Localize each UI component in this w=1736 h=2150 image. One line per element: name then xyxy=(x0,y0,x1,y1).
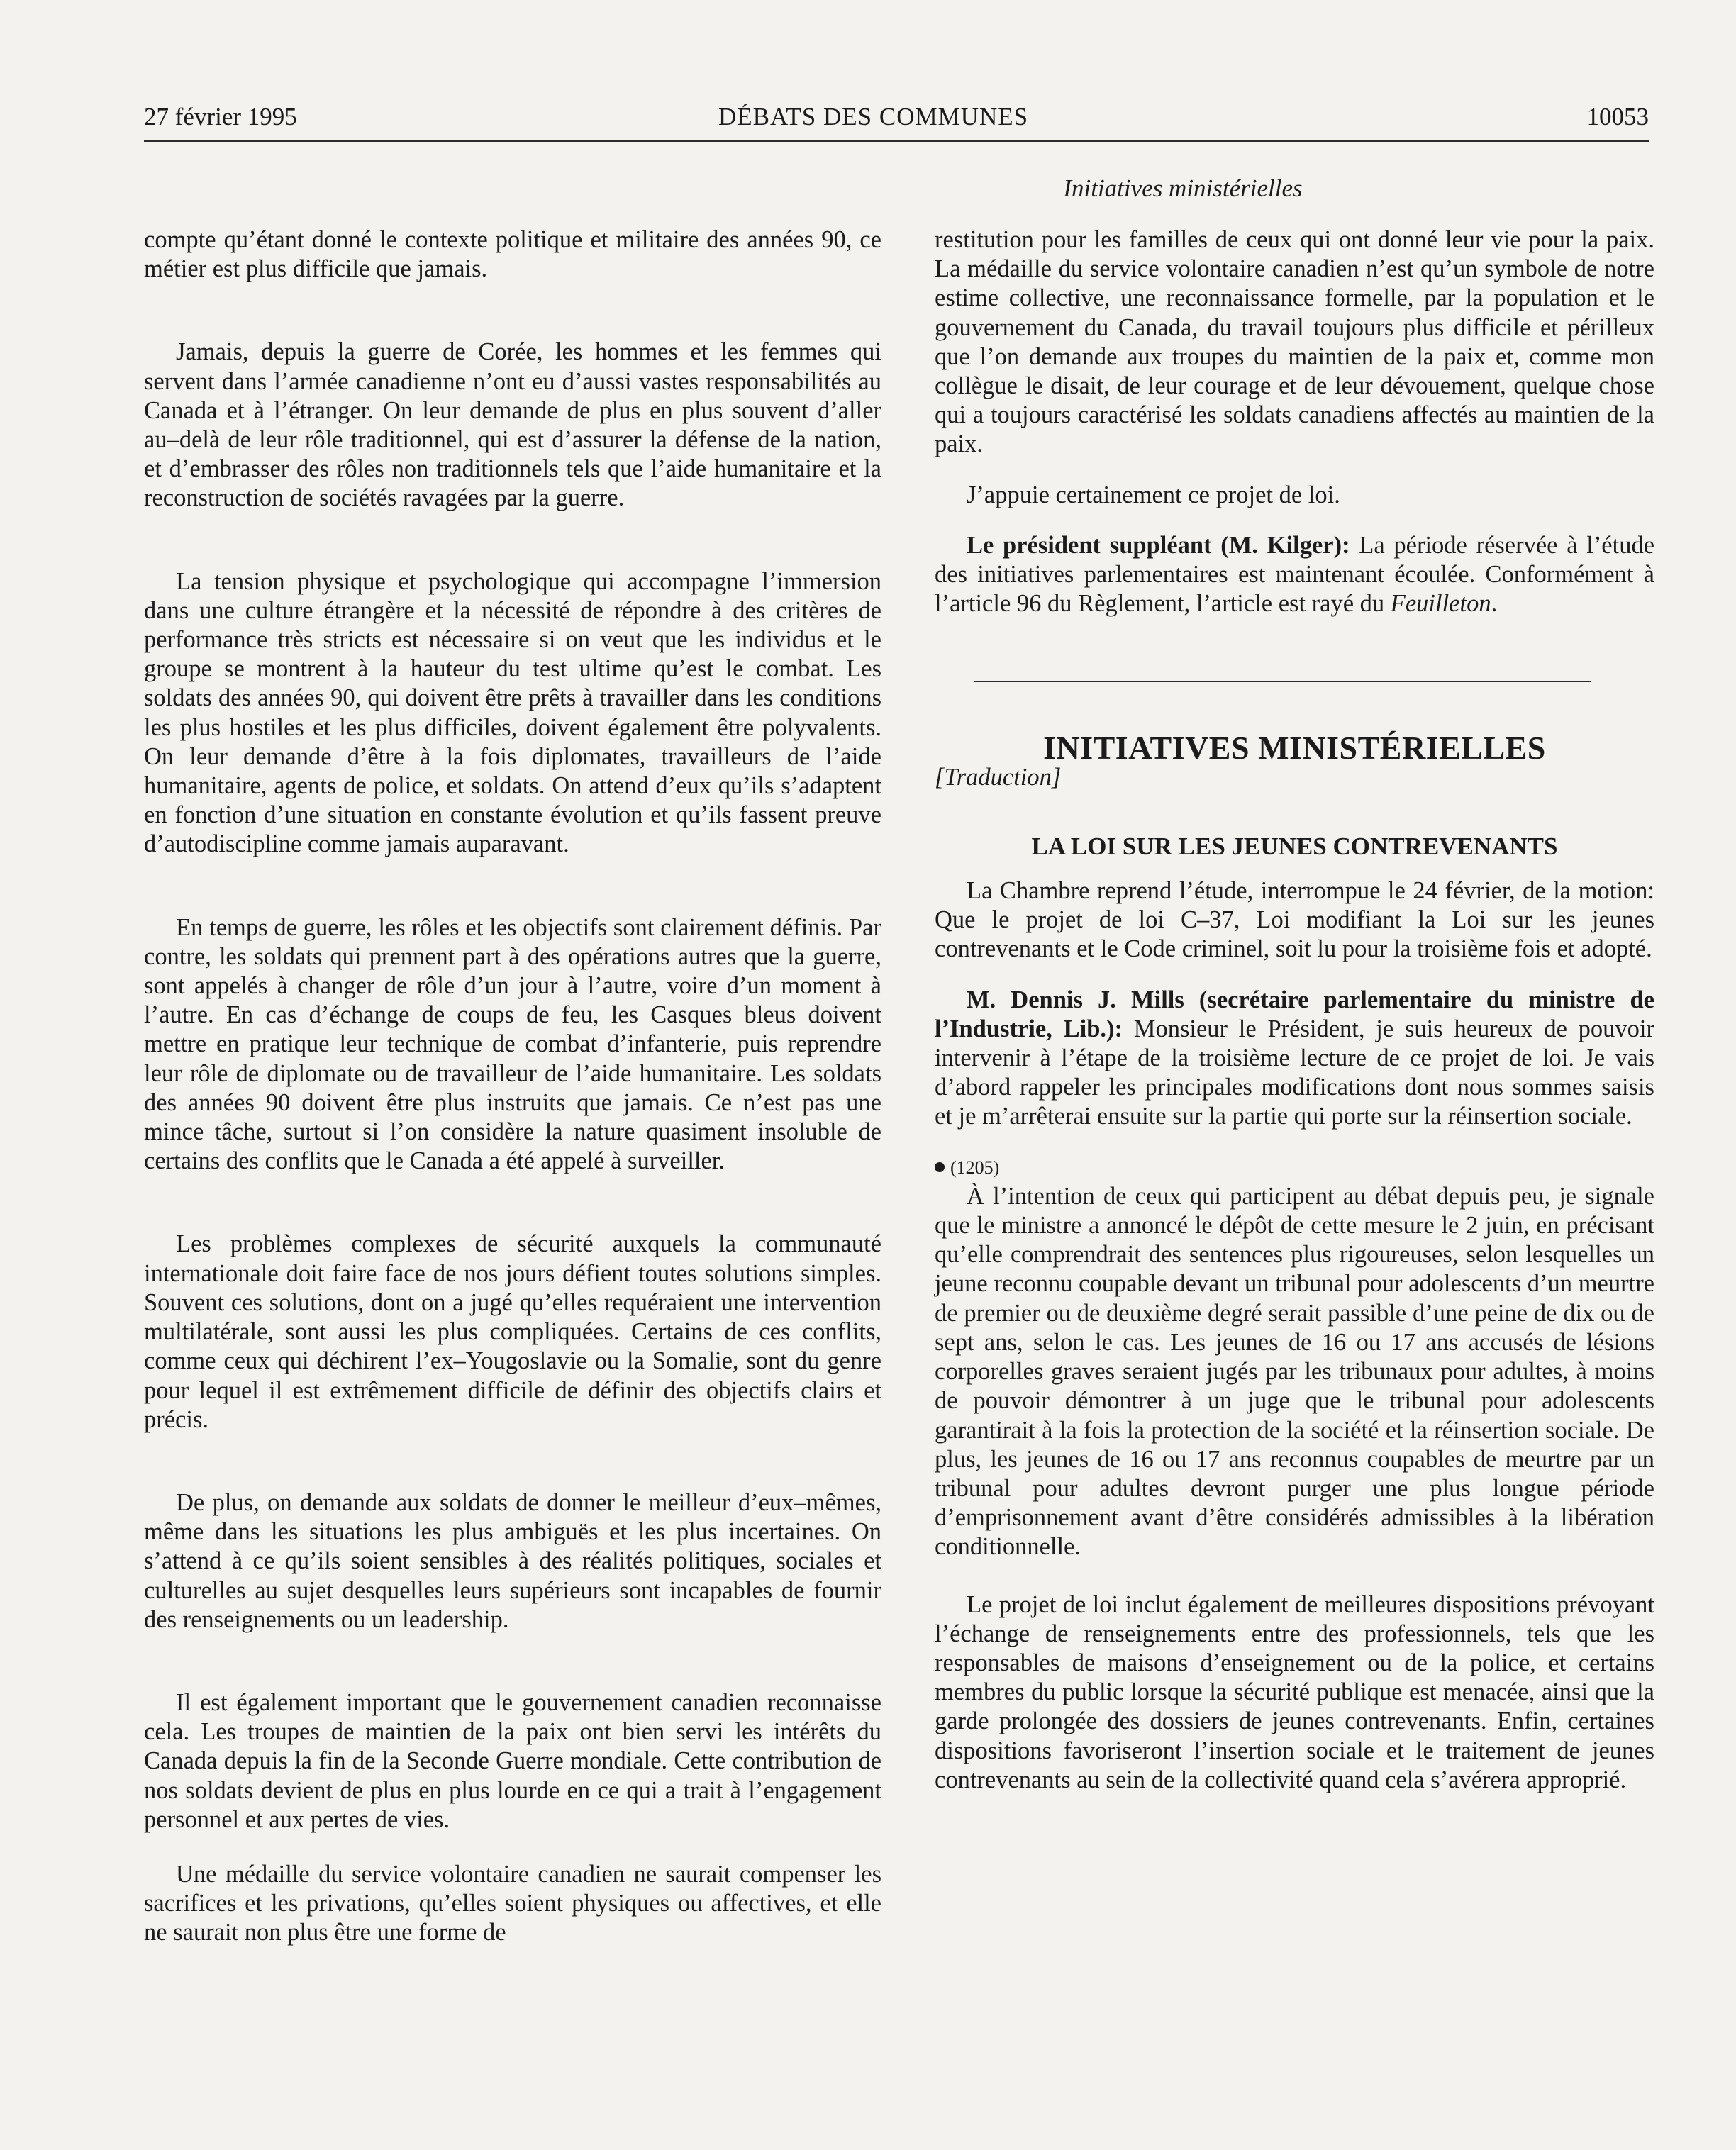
paragraph: restitution pour les familles de ceux qui ont donné leur vie pour la paix. La médaille du service volontaire canadien n’est qu’un symbole de notre estime collective, une reconnaissance formelle, par la population et le gouvernement du Canada, du travail toujours plus difficile et périlleux que l’on demande aux troupes du maintien de la paix et, comme mon collègue le disait, de leur courage et de leur dévouement, quelque chose qui a toujours caractérisé les soldats canadiens affectés au maintien de la paix. xyxy=(935,226,1654,458)
bullet-icon xyxy=(935,1162,945,1172)
speech-italic: Feuilleton xyxy=(1390,590,1491,618)
speaker-paragraph xyxy=(935,986,1654,1132)
speaker-paragraph xyxy=(935,531,1654,619)
speaker-name: Le président suppléant (M. Kilger): xyxy=(967,531,1350,559)
header-page-number: 10053 xyxy=(1586,103,1649,130)
section-divider xyxy=(974,681,1591,682)
paragraph: Une médaille du service volontaire canadien ne saurait compenser les sacrifices et les privations, qu’elles soient physiques ou affectives, et elle ne saurait non plus être une forme de xyxy=(144,1860,881,1946)
running-head: Initiatives ministérielles xyxy=(1063,174,1303,202)
right-column xyxy=(935,225,1654,1823)
paragraph: J’appuie certainement ce projet de loi. xyxy=(967,481,1340,508)
paragraph: Jamais, depuis la guerre de Corée, les hommes et les femmes qui servent dans l’armée canadienne n’ont eu d’aussi vastes responsabilités au Canada et à l’étranger. On leur demande de plus en plus souvent d’aller au–delà de leur rôle traditionnel, qui est d’assurer la défense de la nation, et d’embrasser des rôles non traditionnels tels que l’aide humanitaire et la reconstruction de sociétés ravagées par la guerre. xyxy=(144,338,881,512)
paragraph: Les problèmes complexes de sécurité auxquels la communauté internationale doit faire face de nos jours défient toutes solutions simples. Souvent ces solutions, dont on a jugé qu’elles requéraient une intervention multilatérale, sont aussi les plus compliquées. Certains de ces conflits, comme ceux qui déchirent l’ex–Yougoslavie ou la Somalie, sont du genre pour lequel il est extrêmement difficile de définir des objectifs clairs et précis. xyxy=(144,1230,881,1433)
paragraph: À l’intention de ceux qui participent au débat depuis peu, je signale que le ministre a annoncé le dépôt de cette mesure le 2 juin, en précisant qu’elle comprendrait des sentences plus rigoureuses, selon lesquelles un jeune reconnu coupable devant un tribunal pour adolescents d’un meurtre de premier ou de deuxième degré serait passible d’une peine de dix ou de sept ans, selon le cas. Les jeunes de 16 ou 17 ans accusés de lésions corporelles graves seraient jugés par les tribunaux pour adultes, à moins de pouvoir démontrer à un juge que le tribunal pour adolescents garantirait à la fois la protection de la société et la réinsertion sociale. De plus, les jeunes de 16 ou 17 ans reconnus coupables de meurtre par un tribunal pour adultes devront purger une plus longue période d’emprisonnement avant d’être considérés admissibles à la libération conditionnelle. xyxy=(935,1182,1654,1561)
paragraph: Le projet de loi inclut également de meilleures dispositions prévoyant l’échange de renseignements entre des professionnels, tels que les responsables de maisons d’enseignement ou de la police, et certains membres du public lorsque la sécurité publique est menacée, ainsi que la garde prolongée des dossiers de jeunes contrevenants. Enfin, certaines dispositions favoriseront l’insertion sociale et le traitement de jeunes contrevenants au sein de la collectivité quand cela s’avérera approprié. xyxy=(935,1591,1654,1793)
paragraph: Il est également important que le gouvernement canadien reconnaisse cela. Les troupes de maintien de la paix ont bien servi les intérêts du Canada depuis la fin de la Seconde Guerre mondiale. Cette contribution de nos soldats devient de plus en plus lourde en ce qui a trait à l’engagement personnel et aux pertes de vies. xyxy=(144,1688,881,1833)
section-title: INITIATIVES MINISTÉRIELLES xyxy=(1043,730,1546,767)
paragraph: La tension physique et psychologique qui accompagne l’immersion dans une culture étrangère et la nécessité de répondre à des critères de performance très stricts est nécessaire si on veut que les individus et le groupe se montrent à la hauteur du test ultime qu’est le combat. Les soldats des années 90, qui doivent être prêts à travailler dans les conditions les plus hostiles et les plus difficiles, doivent également être polyvalents. On leur demande d’être à la fois diplomates, travailleurs de l’aide humanitaire, agents de police, et soldats. On attend d’eux qu’ils s’adaptent en fonction d’une situation en constante évolution et qu’ils fassent preuve d’autodiscipline comme jamais auparavant. xyxy=(144,567,881,858)
header-title: DÉBATS DES COMMUNES xyxy=(718,103,1029,130)
page-header xyxy=(144,103,1649,140)
left-column xyxy=(144,225,881,2002)
speech-text: La période réservée à l’étude des initiatives parlementaires est maintenant écoulée. Conformément à l’article 96 du Règlement, l’article est rayé du xyxy=(935,531,1655,618)
translation-note: [Traduction] xyxy=(935,763,1062,791)
paragraph: De plus, on demande aux soldats de donner le meilleur d’eux–mêmes, même dans les situations les plus ambiguës et les plus incertaines. On s’attend à ce qu’ils soient sensibles à des réalités politiques, sociales et culturelles au sujet desquelles leurs supérieurs sont incapables de fournir des renseignements ou un leadership. xyxy=(144,1488,881,1633)
timestamp: (1205) xyxy=(935,1153,1654,1182)
header-rule xyxy=(144,140,1649,142)
header-date: 27 février 1995 xyxy=(144,103,297,130)
speech-end: . xyxy=(1491,590,1498,618)
paragraph: En temps de guerre, les rôles et les objectifs sont clairement définis. Par contre, les soldats qui prennent part à des opérations autres que la guerre, sont appelés à changer de rôle d’un jour à l’autre, voire d’un moment à l’autre. En cas d’échange de coups de feu, les Casques bleus doivent mettre en pratique leur technique de combat d’infanterie, puis reprendre leur rôle de diplomate ou de travailleur de l’aide humanitaire. Les soldats des années 90 doivent être plus instruits que jamais. Ce n’est pas une mince tâche, surtout si l’on considère la nature quasiment insoluble de certains des conflits que le Canada a été appelé à surveiller. xyxy=(144,913,881,1175)
speaker-name: M. Dennis J. Mills (secrétaire parlementaire du ministre de l’Industrie, Lib.): xyxy=(935,986,1654,1042)
speech-text: Monsieur le Président, je suis heureux de pouvoir intervenir à l’étape de la troisième lecture de ce projet de loi. Je vais d’abord rappeler les principales modifications dont nous sommes saisis et je m’arrêterai ensuite sur la partie qui porte sur la réinsertion sociale. xyxy=(935,1015,1655,1130)
paragraph: compte qu’étant donné le contexte politique et militaire des années 90, ce métier est plus difficile que jamais. xyxy=(144,226,881,283)
bill-heading: LA LOI SUR LES JEUNES CONTREVENANTS xyxy=(1031,832,1558,860)
paragraph: La Chambre reprend l’étude, interrompue le 24 février, de la motion: Que le projet de loi C–37, Loi modifiant la Loi sur les jeunes contrevenants et le Code criminel, soit lu pour la troisième fois et adopté. xyxy=(935,877,1654,963)
